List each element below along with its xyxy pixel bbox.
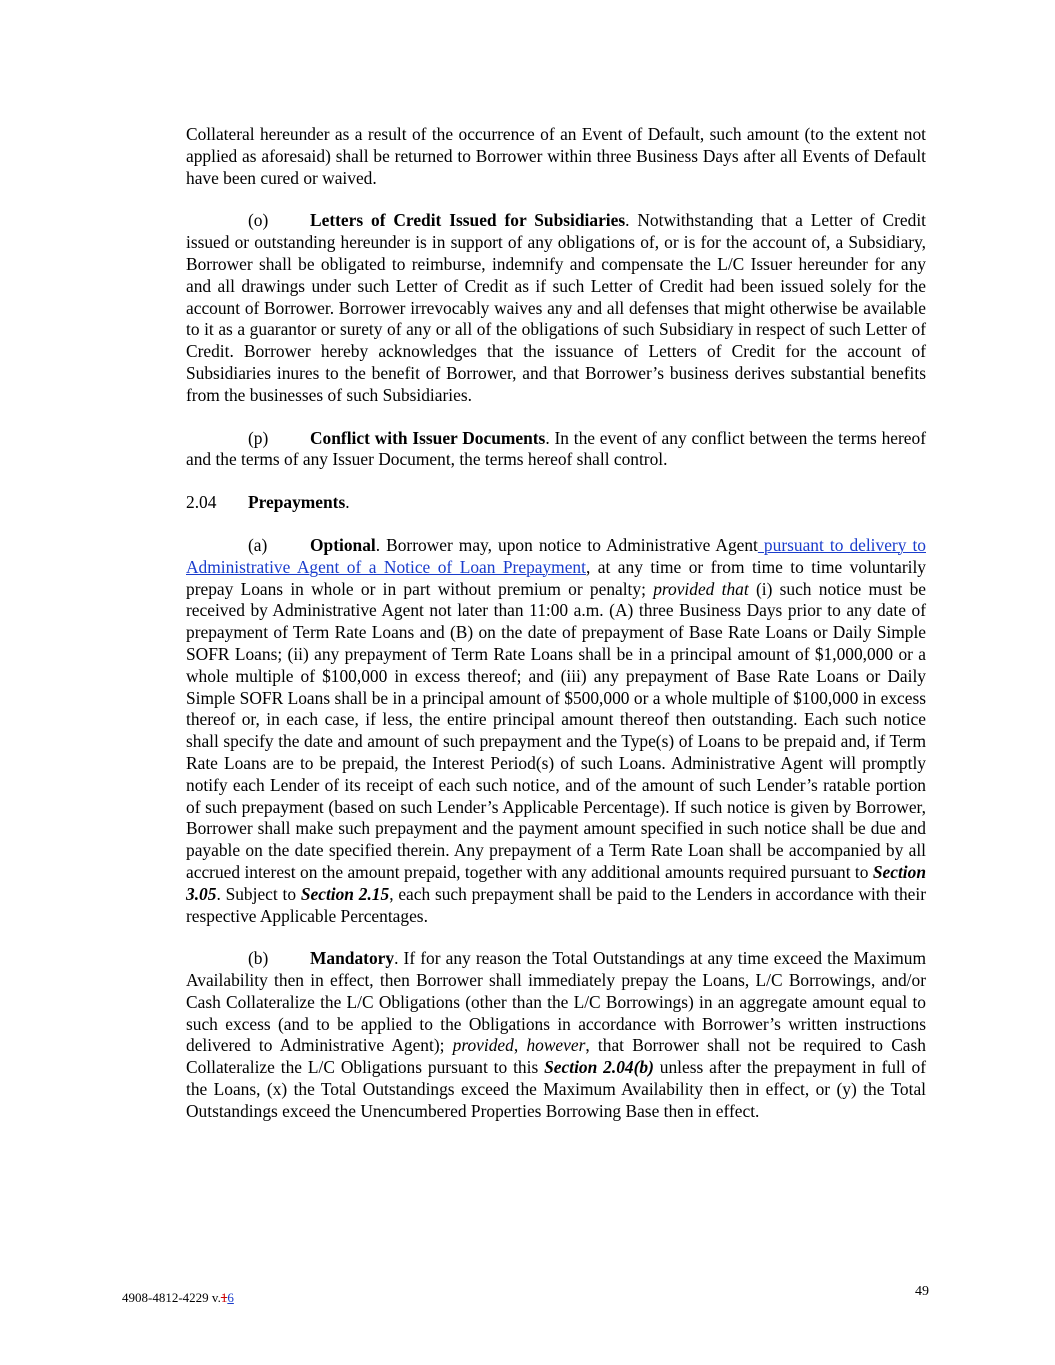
paragraph-a-label: (a) (248, 534, 268, 555)
section-3-05-reference: Section 3.05 (186, 861, 926, 904)
section-title: Prepayments (248, 492, 346, 513)
paragraph-b-comma: , (513, 1035, 527, 1056)
paragraph-p-heading: Conflict with Issuer Documents (310, 427, 546, 448)
paragraph-o-label: (o) (248, 210, 269, 231)
paragraph-a-heading: Optional (310, 534, 376, 555)
inserted-text-revision: pursuant to delivery to Administrative Agent of a Notice of Loan Prepayment (186, 534, 926, 577)
paragraph-a-text-2: , at any time or from time to time voluntarily prepay Loans in whole or in part without premium or penalty; (186, 556, 926, 599)
footer-document-id (122, 1290, 234, 1306)
paragraph-a (186, 535, 926, 927)
inserted-version: 6 (227, 1290, 234, 1305)
section-number: 2.04 (186, 492, 217, 513)
paragraph-b-text-1: . If for any reason the Total Outstandings at any time exceed the Maximum Availability then in effect, then Borrower shall immediately prepay the Loans, L/C Borrowings, and/or Cash Collateralize the L/C Obligations (other than the L/C Borrowings) in an aggregate amount equal to such excess (and to be applied to the Obligations in accordance with Borrower’s written instructions delivered to Administrative Agent); (186, 948, 926, 1056)
section-2-15-reference: Section 2.15 (300, 883, 390, 904)
paragraph-p-label: (p) (248, 427, 269, 448)
paragraph-o-text: . Notwithstanding that a Letter of Credit issued or outstanding hereunder is in support of any obligations of, or is for the account of, a Subsidiary, Borrower shall be obligated to reimburse, indemnify and compensate the L/C Issuer hereunder for any and all drawings under such Letter of Credit as if such Letter of Credit had been issued solely for the account of Borrower. Borrower irrevocably waives any and all defenses that might otherwise be available to it as a guarantor or surety of any or all of the obligations of such Subsidiary in respect of such Letter of Credit. Borrower hereby acknowledges that the issuance of Letters of Credit for the account of Subsidiaries inures to the benefit of Borrower, and that Borrower’s business derives substantial benefits from the businesses of such Subsidiaries. (186, 210, 926, 405)
paragraph-o (186, 210, 926, 406)
doc-id-text: 4908-4812-4229 v. (122, 1290, 221, 1305)
paragraph-p (186, 428, 926, 472)
paragraph-b-heading: Mandatory (310, 948, 395, 969)
paragraph-b-text-2: , that Borrower shall not be required to Cash Collateralize the L/C Obligations pursuant to this (186, 1035, 926, 1078)
document-page (186, 124, 926, 1144)
paragraph-a-text-1: . Borrower may, upon notice to Administrative Agent (375, 534, 758, 555)
section-title-period: . (345, 492, 350, 513)
paragraph-a-text-3: (i) such notice must be received by Administrative Agent not later than 11:00 a.m. (A) three Business Days prior to any date of prepayment of Term Rate Loans and (B) on the date of prepayment of Base Rate Loans or Daily Simple SOFR Loans; (ii) any prepayment of Term Rate Loans shall be in a principal amount of $1,000,000 or a whole multiple of $100,000 in excess thereof; and (iii) any prepayment of Base Rate Loans or Daily Simple SOFR Loans shall be in a principal amount of $500,000 or a whole multiple of $100,000 in excess thereof or, in each case, if less, the entire principal amount thereof then outstanding. Each such notice shall specify the date and amount of such prepayment and the Type(s) of Loans to be prepaid and, if Term Rate Loans are to be prepaid, the Interest Period(s) of such Loans. Administrative Agent will promptly notify each Lender of its receipt of each such notice, and of the amount of such Lender’s ratable portion of such prepayment (based on such Lender’s Applicable Percentage). If such notice is given by Borrower, Borrower shall make such prepayment and the payment amount specified in such notice shall be due and payable on the date specified therein. Any prepayment of a Term Rate Loan shall be accompanied by all accrued interest on the amount prepaid, together with any additional amounts required pursuant to (186, 578, 927, 882)
however-italic: however (526, 1035, 586, 1056)
paragraph-b-text-3: unless after the prepayment in full of the Loans, (x) the Total Outstandings exceed the Maximum Availability then in effect, or (y) the Total Outstandings exceed the Unencumbered Properties Borrowing Base then in effect. (186, 1057, 926, 1121)
provided-that-italic: provided that (653, 578, 749, 599)
paragraph-b (186, 948, 926, 1122)
section-2-04-heading (186, 492, 926, 514)
paragraph-continuation: Collateral hereunder as a result of the occurrence of an Event of Default, such amount (to the extent not applied as aforesaid) shall be returned to Borrower within three Business Days after all Events of Default have been cured or waived. (186, 124, 926, 188)
paragraph-o-heading: Letters of Credit Issued for Subsidiaries (310, 210, 626, 231)
paragraph-a-text-4: . Subject to (216, 883, 301, 904)
section-2-04b-reference: Section 2.04(b) (544, 1057, 654, 1078)
page-number: 49 (915, 1284, 929, 1299)
paragraph-p-text: . In the event of any conflict between the terms hereof and the terms of any Issuer Document, the terms hereof shall control. (186, 427, 926, 470)
provided-italic: provided (452, 1035, 514, 1056)
paragraph-a-text-5: , each such prepayment shall be paid to the Lenders in accordance with their respective Applicable Percentages. (186, 883, 926, 926)
deleted-version: 1 (220, 1290, 228, 1305)
paragraph-b-label: (b) (248, 948, 269, 969)
